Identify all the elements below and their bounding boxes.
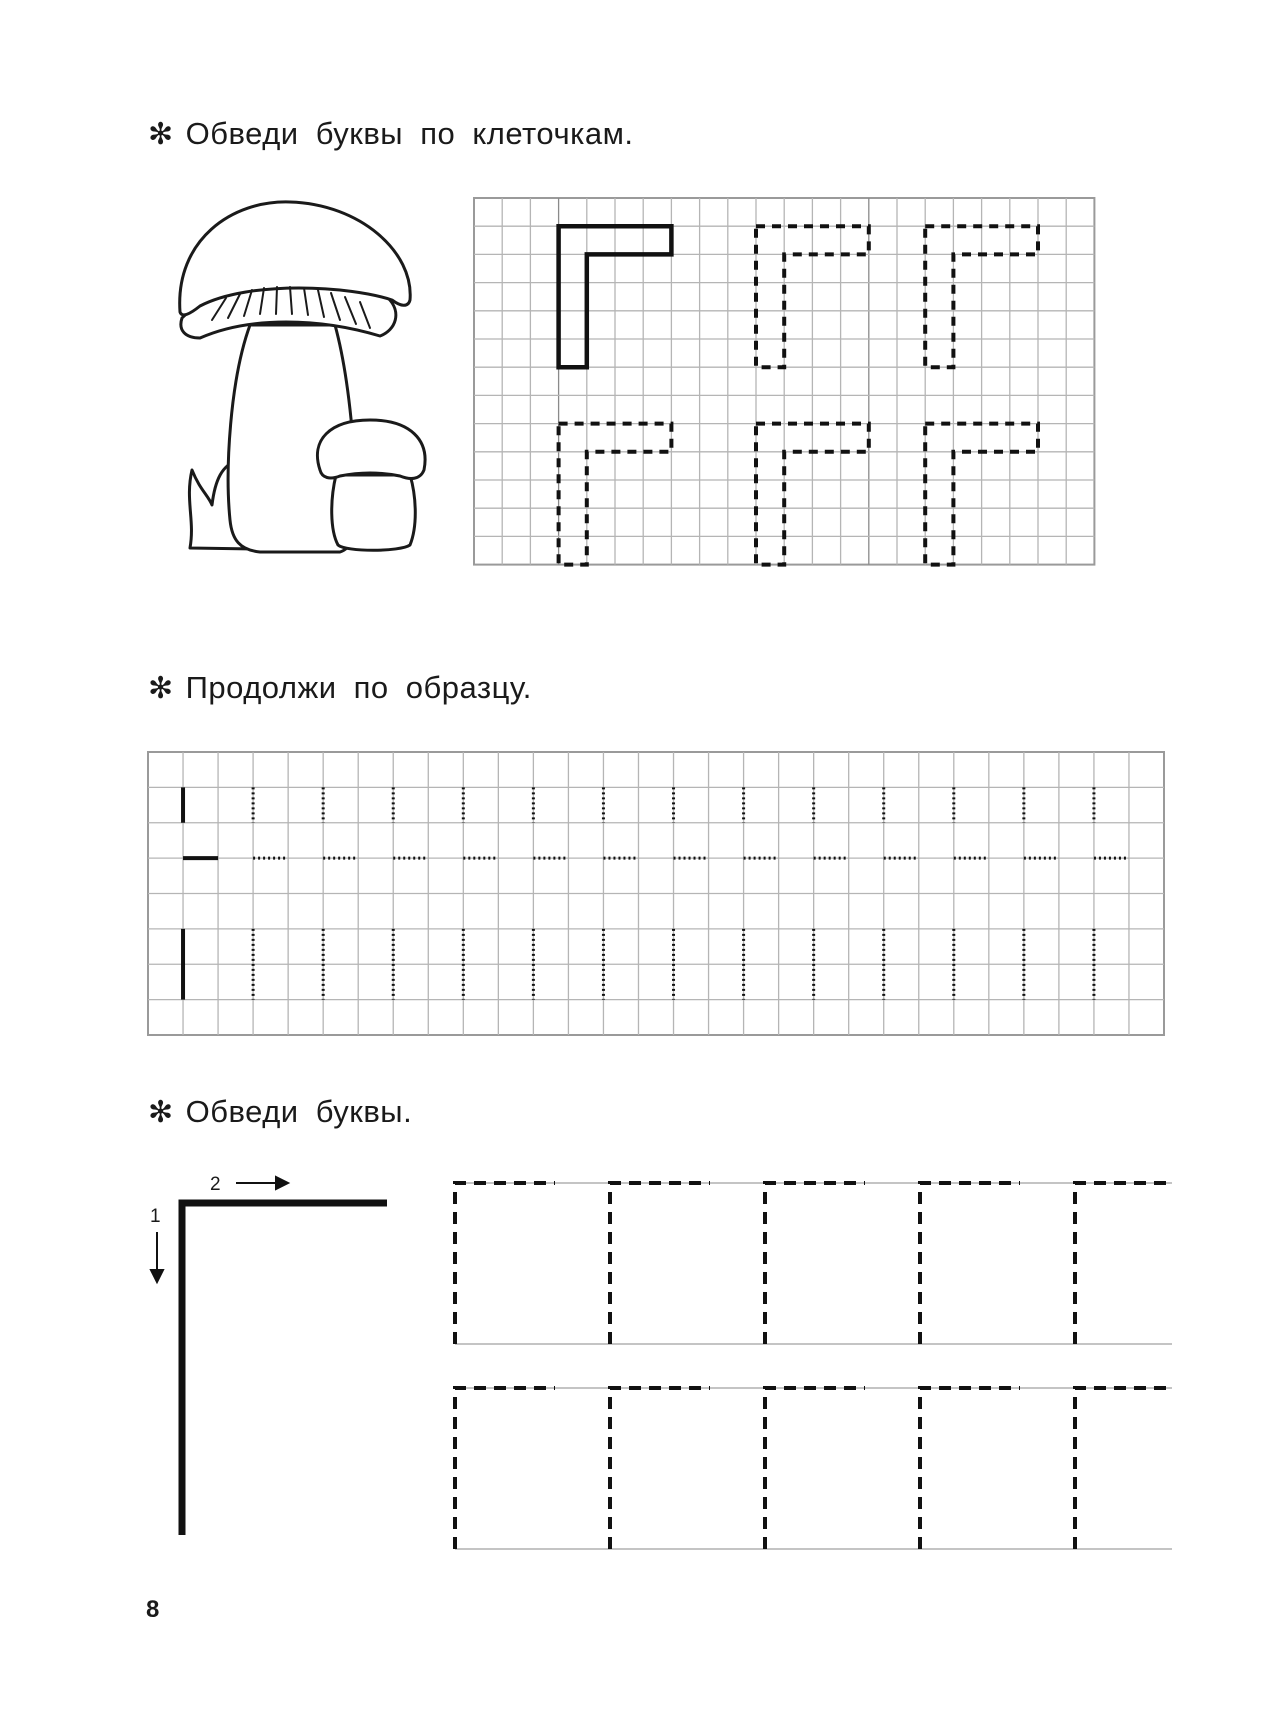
- instruction-text: Продолжи по образцу.: [185, 670, 532, 705]
- trace-letter-dashed[interactable]: [1075, 1388, 1172, 1549]
- trace-ruled-letters: [455, 1183, 1172, 1549]
- asterisk-bullet-icon: ✻: [148, 672, 174, 705]
- arrow-down-icon: [151, 1232, 163, 1282]
- mushrooms-illustration-icon: [180, 202, 425, 552]
- trace-letter-dashed[interactable]: [765, 1388, 865, 1549]
- trace-letter-dashed[interactable]: [920, 1388, 1020, 1549]
- trace-letter-dashed[interactable]: [920, 1183, 1020, 1344]
- stroke-step-1-label: 1: [150, 1206, 161, 1227]
- model-letter-shape: [182, 1203, 387, 1535]
- page-number: 8: [146, 1596, 160, 1623]
- asterisk-bullet-icon: ✻: [148, 1096, 174, 1129]
- instruction-text: Обведи буквы.: [185, 1094, 413, 1129]
- trace-letter-dashed[interactable]: [455, 1183, 555, 1344]
- trace-letter-dashed[interactable]: [1075, 1183, 1172, 1344]
- arrow-right-icon: [236, 1177, 288, 1189]
- pattern-grid: [148, 752, 1164, 1035]
- trace-letter-dashed[interactable]: [455, 1388, 555, 1549]
- instruction-text: Обведи буквы по клеточкам.: [185, 116, 634, 151]
- asterisk-bullet-icon: ✻: [148, 118, 174, 151]
- stroke-step-2-label: 2: [210, 1174, 221, 1195]
- model-letter-stroke-order: [150, 1174, 387, 1535]
- trace-letter-dashed[interactable]: [610, 1388, 710, 1549]
- trace-letter-dashed[interactable]: [610, 1183, 710, 1344]
- trace-grid-large-letters: [474, 198, 1094, 565]
- trace-letter-dashed[interactable]: [765, 1183, 865, 1344]
